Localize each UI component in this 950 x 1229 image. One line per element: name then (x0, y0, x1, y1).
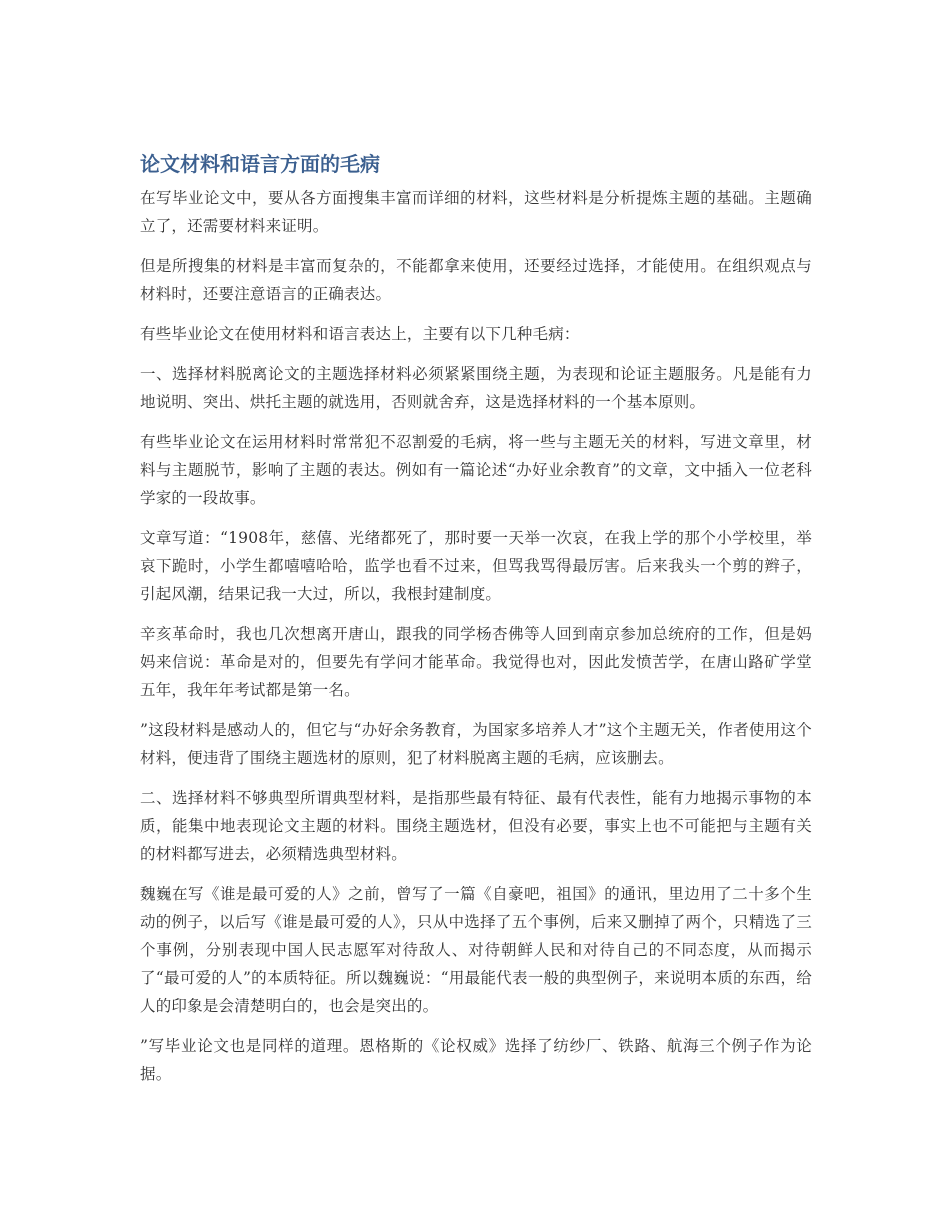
paragraph-11: ”写毕业论文也是同样的道理。恩格斯的《论权威》选择了纺纱厂、铁路、航海三个例子作为论据。 (140, 1037, 812, 1083)
paragraph-10: 魏巍在写《谁是最可爱的人》之前，曾写了一篇《自豪吧，祖国》的通讯，里边用了二十多个生动的例子，以后写《谁是最可爱的人》，只从中选择了五个事例，后来又删掉了两个，只精选了三个事例，分别表现中国人民志愿军对待敌人、对待朝鲜人民和对待自己的不同态度，从而揭示了“最可爱的人”的本质特征。所以魏巍说：“用最能代表一般的典型例子，来说明本质的东西，给人的印象是会清楚明白的，也会是突出的。 (140, 885, 812, 1015)
document-page (140, 148, 812, 1100)
paragraph-7: 辛亥革命时，我也几次想离开唐山，跟我的同学杨杏佛等人回到南京参加总统府的工作，但是妈妈来信说：革命是对的，但要先有学问才能革命。我觉得也对，因此发愤苦学，在唐山路矿学堂五年，我年年考试都是第一名。 (140, 625, 812, 699)
paragraph-1: 在写毕业论文中，要从各方面搜集丰富而详细的材料，这些材料是分析提炼主题的基础。主题确立了，还需要材料来证明。 (140, 189, 812, 235)
paragraph-5: 有些毕业论文在运用材料时常常犯不忍割爱的毛病，将一些与主题无关的材料，写进文章里，材料与主题脱节，影响了主题的表达。例如有一篇论述“办好业余教育”的文章，文中插入一位老科学家的一段故事。 (140, 433, 812, 507)
paragraph-6: 文章写道：“1908年，慈僖、光绪都死了，那时要一天举一次哀，在我上学的那个小学校里，举哀下跪时，小学生都嘻嘻哈哈，监学也看不过来，但骂我骂得最厉害。后来我头一个剪的辫子，引起风潮，结果记我一大过，所以，我根封建制度。 (140, 529, 812, 603)
paragraph-3: 有些毕业论文在使用材料和语言表达上，主要有以下几种毛病： (140, 325, 580, 343)
document-title: 论文材料和语言方面的毛病 (140, 152, 380, 176)
paragraph-8: ”这段材料是感动人的，但它与“办好余务教育，为国家多培养人才”这个主题无关，作者使用这个材料，便违背了围绕主题选材的原则，犯了材料脱离主题的毛病，应该删去。 (140, 721, 812, 767)
paragraph-2: 但是所搜集的材料是丰富而复杂的，不能都拿来使用，还要经过选择，才能使用。在组织观点与材料时，还要注意语言的正确表达。 (140, 257, 812, 303)
paragraph-9: 二、选择材料不够典型所谓典型材料，是指那些最有特征、最有代表性，能有力地揭示事物的本质，能集中地表现论文主题的材料。围绕主题选材，但没有必要，事实上也不可能把与主题有关的材料都写进去，必须精选典型材料。 (140, 789, 812, 863)
paragraph-4: 一、选择材料脱离论文的主题选择材料必须紧紧围绕主题，为表现和论证主题服务。凡是能有力地说明、突出、烘托主题的就选用，否则就舍弃，这是选择材料的一个基本原则。 (140, 365, 812, 411)
